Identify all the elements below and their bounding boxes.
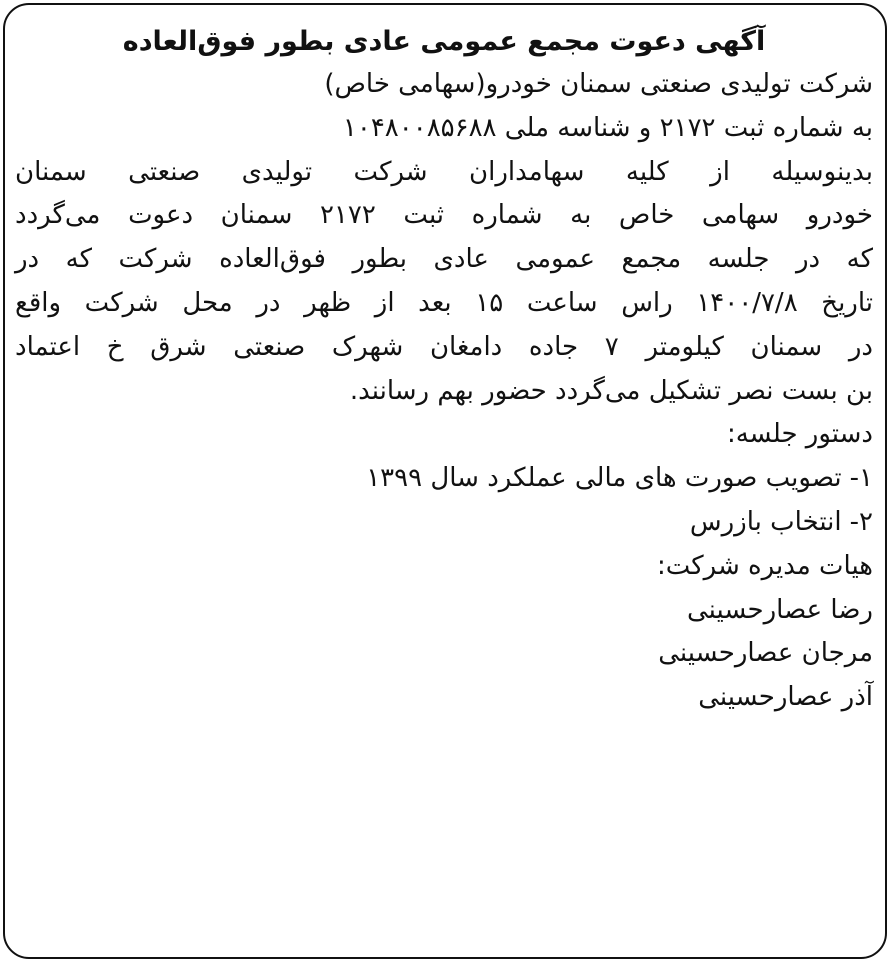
agenda-item — [15, 501, 873, 545]
agenda-item-text: تصویب صورت های مالی عملکرد سال ۱۳۹۹ — [366, 463, 842, 494]
body-line: که در جلسه مجمع عمومی عادی بطور فوق‌العاده شرکت که در — [15, 244, 873, 275]
agenda-item-number: ۲- — [849, 506, 873, 537]
registration-line: به شماره ثبت ۲۱۷۲ و شناسه ملی ۱۰۴۸۰۰۸۵۶۸۸ — [342, 112, 873, 143]
body-line: تاریخ ۱۴۰۰/۷/۸ راس ساعت ۱۵ بعد از ظهر در محل شرکت واقع — [15, 287, 874, 318]
agenda-item-text: انتخاب بازرس — [689, 506, 842, 537]
notice-box — [3, 3, 887, 959]
company-name: شرکت تولیدی صنعتی سمنان خودرو(سهامی خاص) — [324, 69, 873, 99]
body-line: بدینوسیله از کلیه سهامداران شرکت تولیدی صنعتی سمنان — [15, 156, 873, 187]
board-member: مرجان عصارحسینی — [658, 638, 873, 669]
agenda-item — [15, 457, 873, 501]
body-line: در سمنان کیلومتر ۷ جاده دامغان شهرک صنعتی شرق خ اعتماد — [15, 331, 873, 362]
board-member: آذر عصارحسینی — [698, 682, 873, 713]
notice-title: آگهی دعوت مجمع عمومی عادی بطور فوق‌العاده — [122, 26, 766, 57]
body-line: خودرو سهامی خاص به شماره ثبت ۲۱۷۲ سمنان دعوت می‌گردد — [15, 200, 874, 231]
body-line: بن بست نصر تشکیل می‌گردد حضور بهم رسانند. — [349, 375, 873, 406]
agenda-heading: دستور جلسه: — [726, 419, 873, 450]
agenda-item-number: ۱- — [849, 463, 873, 494]
board-heading: هیات مدیره شرکت: — [656, 550, 873, 581]
board-member: رضا عصارحسینی — [687, 594, 873, 625]
